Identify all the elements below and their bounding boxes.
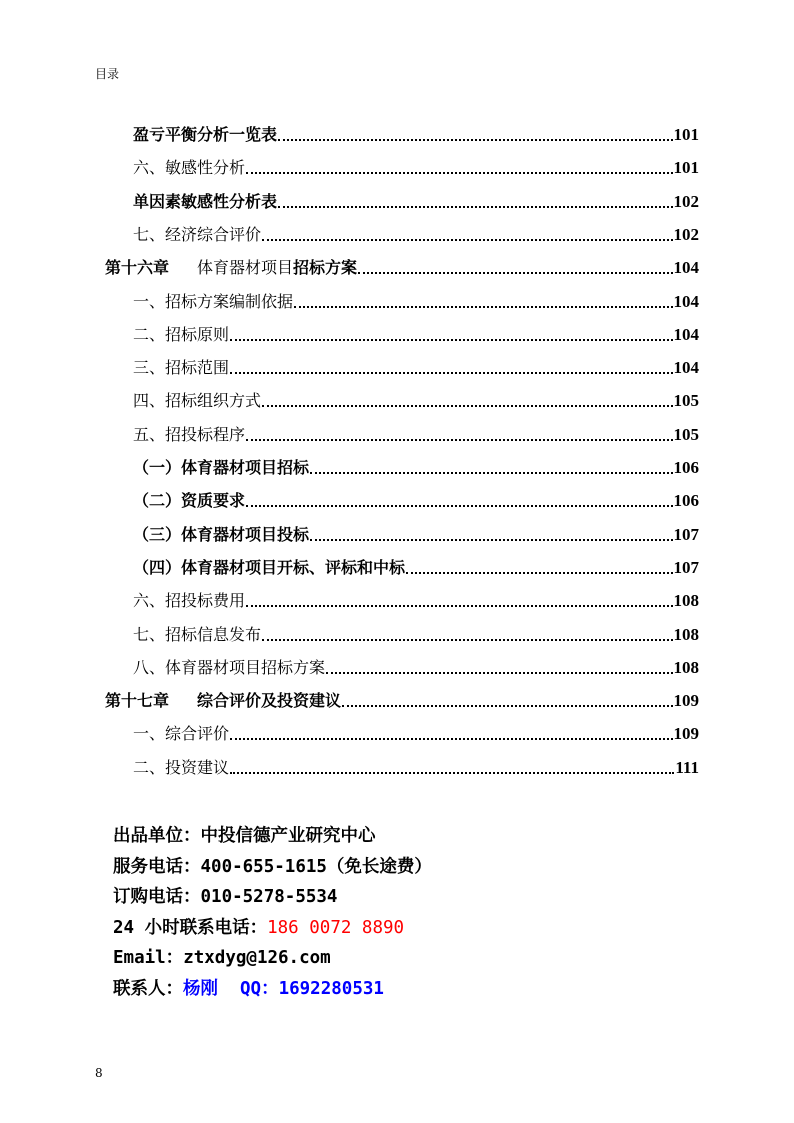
email-label: Email： bbox=[113, 948, 184, 968]
toc-entry-label: 盈亏平衡分析一览表 bbox=[133, 125, 278, 144]
toc-chapter-title: 体育器材项目招标方案 bbox=[197, 258, 358, 278]
toc-entry[interactable] bbox=[105, 686, 699, 712]
toc-page-number: 109 bbox=[673, 724, 699, 744]
toc-entry-label: 四、招标组织方式 bbox=[133, 391, 262, 411]
toc-leader-dots bbox=[294, 306, 672, 308]
toc-entry[interactable] bbox=[133, 453, 699, 479]
toc-page-number: 104 bbox=[673, 324, 699, 344]
toc-leader-dots bbox=[326, 672, 672, 674]
toc-page-number: 106 bbox=[673, 491, 699, 511]
toc-leader-dots bbox=[310, 472, 672, 474]
order-phone-line bbox=[113, 882, 432, 913]
toc-leader-dots bbox=[230, 738, 672, 740]
toc-leader-dots bbox=[246, 439, 672, 441]
toc-page-number: 105 bbox=[673, 424, 699, 444]
header-label: 目录 bbox=[95, 67, 120, 81]
toc-page-number: 108 bbox=[673, 591, 699, 611]
toc-entry-label: （二）资质要求 bbox=[133, 491, 246, 511]
toc-entry-label: （四）体育器材项目开标、评标和中标 bbox=[133, 557, 406, 577]
toc-entry[interactable] bbox=[133, 386, 699, 412]
toc-entry-label: （三）体育器材项目投标 bbox=[133, 524, 310, 544]
contact-person-label: 联系人： bbox=[113, 978, 183, 999]
toc-page-number: 104 bbox=[673, 291, 699, 311]
toc-entry[interactable] bbox=[133, 620, 699, 646]
toc-leader-dots bbox=[246, 605, 672, 607]
toc-leader-dots bbox=[262, 405, 672, 407]
toc-page-number: 107 bbox=[673, 524, 699, 544]
publisher-label: 出品单位： bbox=[113, 826, 201, 846]
publisher-line bbox=[113, 821, 432, 852]
toc-entry-label: 七、经济综合评价 bbox=[133, 224, 262, 244]
toc-leader-dots bbox=[278, 139, 672, 141]
toc-leader-dots bbox=[406, 572, 672, 574]
toc-leader-dots bbox=[358, 272, 672, 274]
toc-entry-label: （一）体育器材项目招标 bbox=[133, 458, 310, 477]
toc-entry[interactable] bbox=[133, 420, 699, 446]
toc-leader-dots bbox=[310, 539, 672, 541]
toc-page-number: 107 bbox=[673, 557, 699, 577]
toc-entry-label: 六、敏感性分析 bbox=[133, 158, 246, 178]
toc-leader-dots bbox=[246, 172, 672, 174]
toc-entry-label: 一、综合评价 bbox=[133, 724, 230, 744]
publisher-name: 中投信德产业研究中心 bbox=[200, 826, 376, 846]
toc-entry[interactable] bbox=[133, 753, 699, 779]
toc-entry-label bbox=[105, 257, 357, 279]
service-phone-line bbox=[113, 852, 432, 883]
email-line bbox=[113, 943, 432, 974]
toc-leader-dots bbox=[230, 339, 672, 341]
toc-entry-label: 单因素敏感性分析表 bbox=[133, 191, 278, 211]
toc-entry-label: 一、招标方案编制依据 bbox=[133, 291, 294, 311]
hotline-line bbox=[113, 913, 432, 944]
toc-leader-dots bbox=[262, 239, 672, 241]
toc-leader-dots bbox=[278, 206, 672, 208]
toc-entry-label: 五、招投标程序 bbox=[133, 424, 246, 444]
toc-entry[interactable] bbox=[133, 220, 699, 246]
toc-chapter-title: 综合评价及投资建议 bbox=[197, 691, 342, 711]
contact-block bbox=[113, 821, 432, 1004]
toc-chapter-number: 第十七章 bbox=[105, 691, 170, 711]
toc-page-number: 102 bbox=[673, 224, 699, 244]
toc-entry[interactable] bbox=[133, 553, 699, 579]
toc-entry[interactable] bbox=[133, 653, 699, 679]
toc-entry[interactable] bbox=[133, 353, 699, 379]
toc-entry[interactable] bbox=[133, 287, 699, 313]
toc-entry[interactable] bbox=[133, 120, 699, 146]
toc-page-number: 109 bbox=[673, 691, 699, 711]
contact-person-line bbox=[113, 974, 432, 1005]
toc-page-number: 101 bbox=[673, 125, 699, 144]
hotline-number: 186 0072 8890 bbox=[267, 917, 405, 938]
toc-entry-label: 三、招标范围 bbox=[133, 358, 230, 378]
toc-page-number: 102 bbox=[673, 191, 699, 211]
service-phone-label: 服务电话： bbox=[113, 856, 201, 877]
toc-leader-dots bbox=[230, 772, 674, 774]
toc-leader-dots bbox=[262, 639, 672, 641]
toc-entry-label bbox=[105, 690, 341, 712]
toc-entry[interactable] bbox=[133, 486, 699, 512]
qq-label: QQ： bbox=[240, 978, 279, 999]
toc-page-number: 104 bbox=[673, 258, 699, 278]
toc-page-number: 104 bbox=[673, 358, 699, 378]
toc-leader-dots bbox=[246, 505, 672, 507]
toc-chapter-number: 第十六章 bbox=[105, 258, 170, 278]
toc-entry[interactable] bbox=[133, 320, 699, 346]
toc-page-number: 108 bbox=[673, 657, 699, 677]
service-phone: 400-655-1615（免长途费） bbox=[200, 856, 432, 877]
toc-page-number: 108 bbox=[673, 624, 699, 644]
toc-entry-label: 七、招标信息发布 bbox=[133, 624, 262, 644]
toc-page-number: 101 bbox=[673, 158, 699, 178]
contact-person-name: 杨刚 bbox=[183, 978, 218, 999]
toc-entry[interactable] bbox=[133, 520, 699, 546]
toc-entry[interactable] bbox=[133, 719, 699, 745]
hotline-label: 24 小时联系电话： bbox=[113, 917, 268, 938]
toc-entry-label: 八、体育器材项目招标方案 bbox=[133, 657, 326, 677]
order-phone-label: 订购电话： bbox=[113, 887, 201, 907]
toc-entry[interactable] bbox=[133, 153, 699, 179]
toc-entry-label: 二、投资建议 bbox=[133, 757, 230, 777]
toc-entry[interactable] bbox=[133, 586, 699, 612]
toc-page-number: 105 bbox=[673, 391, 699, 411]
toc-entry[interactable] bbox=[133, 187, 699, 213]
toc-leader-dots bbox=[342, 705, 672, 707]
toc-page-number: 106 bbox=[673, 458, 699, 477]
toc-leader-dots bbox=[230, 372, 672, 374]
qq-number: 1692280531 bbox=[278, 978, 384, 999]
toc-entry-label: 六、招投标费用 bbox=[133, 591, 246, 611]
email-address: ztxdyg@126.com bbox=[183, 948, 331, 968]
page-number: 8 bbox=[95, 1066, 103, 1080]
order-phone: 010-5278-5534 bbox=[200, 887, 338, 907]
toc-entry[interactable] bbox=[105, 253, 699, 279]
toc-page-number: 111 bbox=[675, 757, 699, 777]
toc-entry-label: 二、招标原则 bbox=[133, 324, 230, 344]
